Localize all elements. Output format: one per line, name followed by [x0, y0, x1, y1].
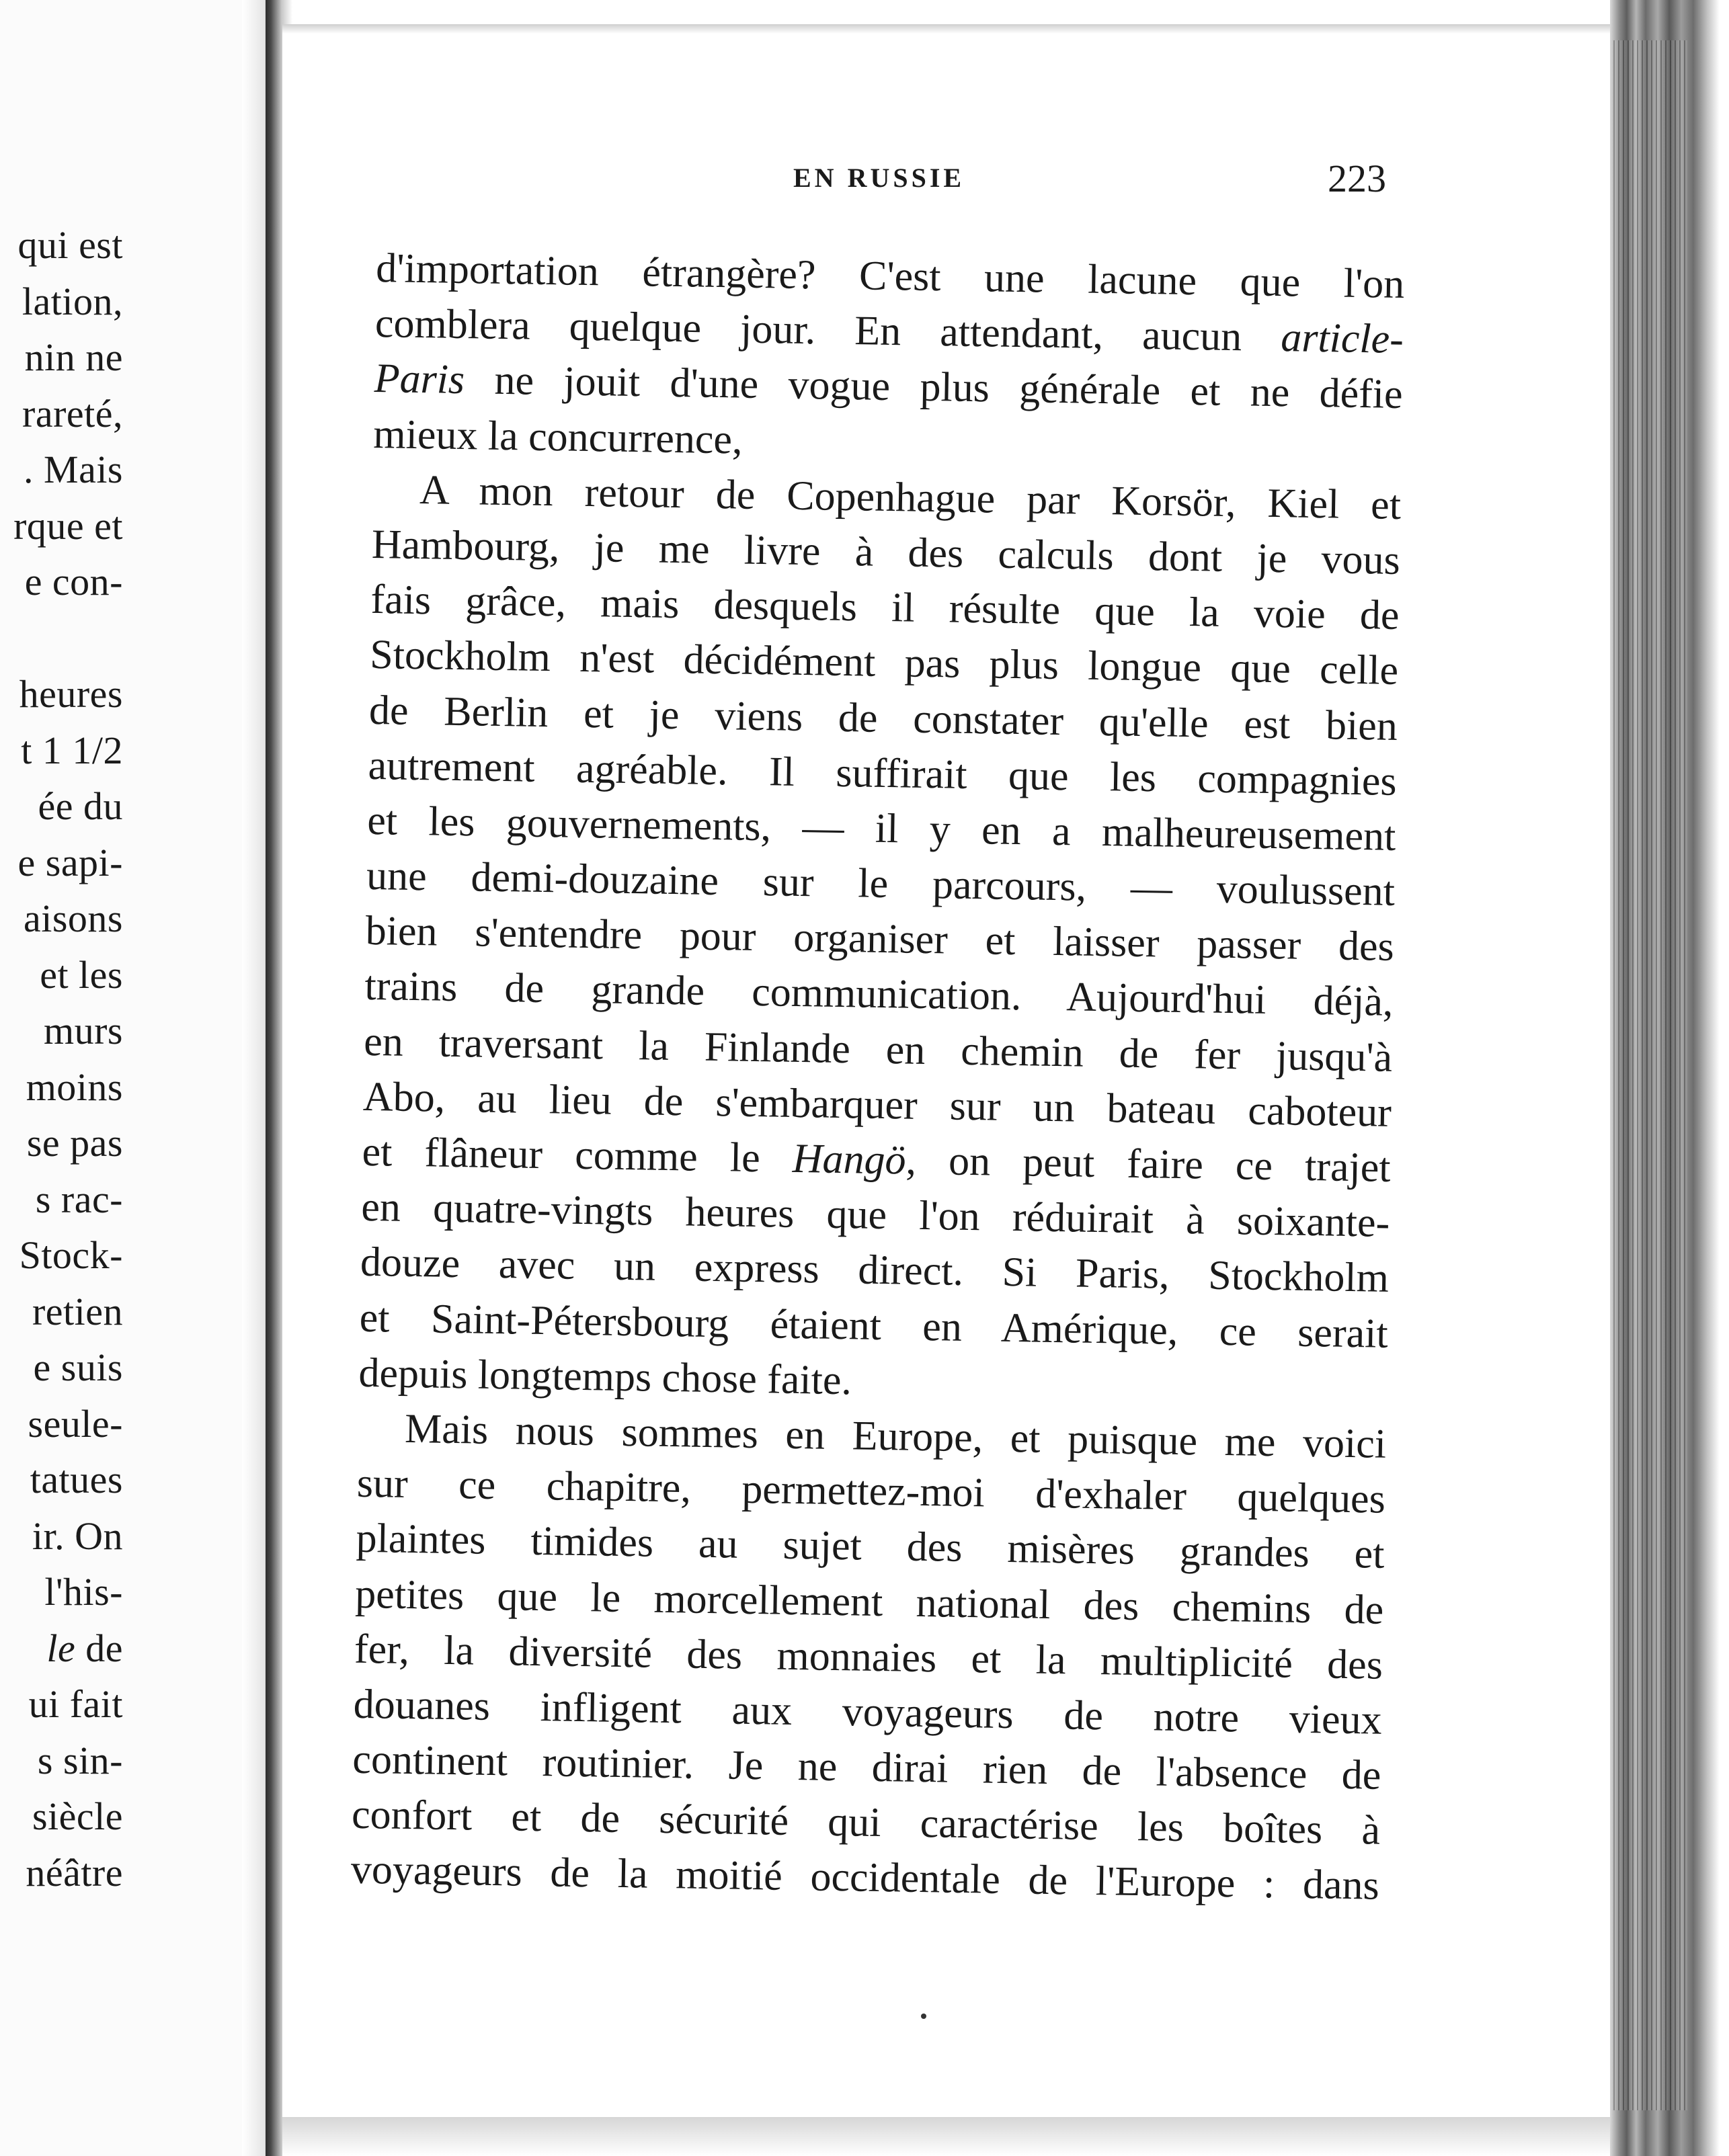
facing-page-line: rareté, — [22, 391, 123, 436]
facing-page-line: Stock- — [19, 1233, 123, 1277]
text-line: en traversant la Finlande en chemin de fer jusqu'à — [363, 1018, 1393, 1081]
facing-page-line: ée du — [38, 784, 123, 828]
text-line: une demi-douzaine sur le parcours, — voulussent — [366, 852, 1396, 915]
facing-page-line: ui fait — [28, 1682, 123, 1726]
text-line: trains de grande communication. Aujourd'hui déjà, — [364, 963, 1394, 1026]
text-line: mieux la concurrence, — [372, 411, 743, 463]
text-line: de Berlin et je viens de constater qu'elle est bien — [368, 687, 1398, 749]
facing-page-line: siècle — [32, 1794, 123, 1838]
text-line: confort et de sécurité qui caractérise les boîtes à — [351, 1791, 1381, 1854]
body-text — [350, 241, 1405, 1913]
facing-page-line: moins — [26, 1065, 123, 1109]
facing-page-line: e suis — [33, 1345, 123, 1389]
facing-page-line: seule- — [28, 1401, 123, 1446]
facing-page-line: le de — [46, 1626, 123, 1670]
facing-page-line: heures — [19, 672, 123, 716]
italic-term: Paris — [374, 356, 465, 403]
text-line: douze avec un express direct. Si Paris, Stockholm — [360, 1239, 1390, 1302]
facing-page-line: t 1 1/2 — [21, 728, 123, 772]
text-line: depuis longtemps chose faite. — [358, 1350, 852, 1404]
text-line: bien s'entendre pour organiser et laisser passer des — [365, 908, 1395, 970]
text-line: comblera quelque jour. En attendant, aucun article- — [374, 300, 1404, 363]
facing-page-line: l'his- — [44, 1570, 123, 1614]
facing-page-line: e sapi- — [17, 840, 123, 884]
page-bottom-shadow — [282, 2117, 1620, 2156]
text-line: Abo, au lieu de s'embarquer sur un bateau caboteur — [362, 1073, 1392, 1136]
facing-page-line — [13, 610, 123, 667]
facing-page-line: rque et — [13, 503, 123, 548]
facing-page-line: s sin- — [37, 1738, 123, 1782]
facing-page-line: et les — [40, 952, 123, 997]
ink-speck — [921, 2014, 926, 2019]
text-line: d'importation étrangère? C'est une lacune que l'on — [375, 245, 1405, 308]
page-number: 223 — [1328, 157, 1386, 200]
text-line: A mon retour de Copenhague par Korsör, Kiel et — [419, 466, 1402, 528]
facing-page-text — [13, 217, 123, 1901]
text-line: Hambourg, je me livre à des calculs dont je vous — [371, 521, 1401, 583]
facing-page-line: ir. On — [32, 1514, 123, 1558]
text-line: fer, la diversité des monnaies et la multiplicité des — [354, 1626, 1383, 1688]
text-line: en quatre-vingts heures que l'on réduirait à soixante- — [360, 1184, 1390, 1247]
facing-page-line: néâtre — [26, 1850, 123, 1895]
text-line: plaintes timides au sujet des misères grandes et — [356, 1516, 1385, 1578]
facing-page-line: qui est — [17, 223, 123, 267]
page-edges-lines — [1613, 40, 1687, 2110]
text-line: douanes infligent aux voyageurs de notre vieux — [353, 1681, 1383, 1743]
text-line: et les gouvernements, — il y en a malheureusement — [366, 797, 1396, 860]
running-head: EN RUSSIE — [793, 163, 965, 193]
facing-page-line: nin ne — [24, 335, 123, 379]
text-line: voyageurs de la moitié occidentale de l'Europe : dans — [350, 1847, 1380, 1909]
facing-page — [0, 0, 266, 2156]
text-line: fais grâce, mais desquels il résulte que la voie de — [370, 577, 1400, 639]
facing-page-line: se pas — [26, 1121, 123, 1165]
text-line: Paris ne jouit d'une vogue plus générale et ne défie — [374, 356, 1404, 418]
facing-page-line: s rac- — [35, 1177, 123, 1221]
facing-page-line: tatues — [30, 1458, 123, 1501]
page-223 — [282, 24, 1617, 2141]
text-line: Mais nous sommes en Europe, et puisque me voici — [404, 1405, 1387, 1467]
facing-page-line: murs — [44, 1009, 123, 1052]
facing-page-line: . Mais — [24, 448, 123, 491]
page-top-edge — [282, 24, 1617, 34]
italic-term: article- — [1280, 315, 1404, 363]
text-line: et flâneur comme le Hangö, on peut faire ce trajet — [362, 1128, 1392, 1191]
facing-page-line: e con- — [24, 560, 123, 604]
italic-term: Hangö — [792, 1135, 907, 1184]
text-line: sur ce chapitre, permettez-moi d'exhaler quelques — [356, 1460, 1386, 1522]
facing-page-line: lation, — [22, 279, 123, 323]
facing-page-line: aisons — [24, 897, 123, 940]
text-line: continent routinier. Je ne dirai rien de l'absence de — [352, 1736, 1381, 1798]
text-line: petites que le morcellement national des chemins de — [354, 1571, 1384, 1633]
text-line: autrement agréable. Il suffirait que les compagnies — [368, 742, 1398, 804]
text-line: Stockholm n'est décidément pas plus longue que celle — [369, 632, 1399, 694]
facing-page-line: retien — [32, 1289, 123, 1333]
text-line: et Saint-Pétersbourg étaient en Amérique, ce serait — [359, 1294, 1389, 1357]
